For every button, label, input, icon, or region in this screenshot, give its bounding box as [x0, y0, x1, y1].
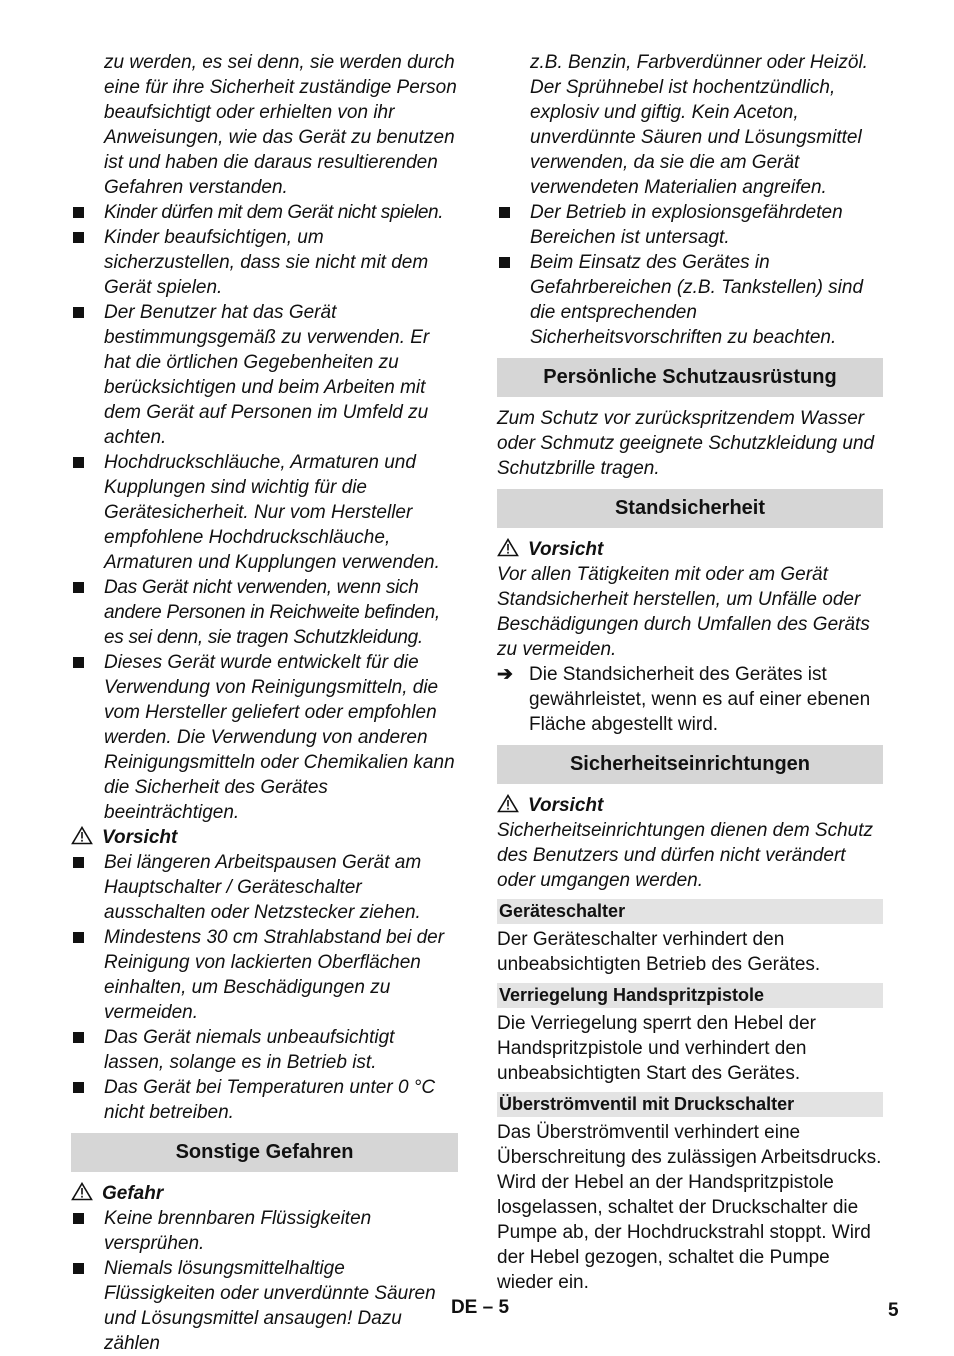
section-heading-sicherheitseinrichtungen: Sicherheitseinrichtungen	[497, 745, 883, 784]
list-item: Der Betrieb in explosionsgefährdeten Bereichen ist untersagt.	[497, 200, 883, 250]
list-item: Das Gerät niemals unbeaufsichtigt lassen, solange es in Betrieb ist.	[71, 1025, 458, 1075]
danger-label: Gefahr	[102, 1183, 164, 1204]
subheading-ueberstroemventil: Überströmventil mit Druckschalter	[497, 1092, 883, 1117]
warning-label: Vorsicht	[528, 795, 604, 816]
arrow-right-icon: ➔	[497, 664, 513, 685]
section-text: Sicherheitseinrichtungen dienen dem Schutz des Benutzers und dürfen nicht verändert oder umgangen werden.	[497, 820, 874, 891]
section-heading-schutzausruestung: Persönliche Schutzausrüstung	[497, 358, 883, 397]
list-item: Kinder beaufsichtigen, um sicherzustellen, dass sie nicht mit dem Gerät spielen.	[71, 225, 458, 300]
section-heading-sonstige-gefahren: Sonstige Gefahren	[71, 1133, 458, 1172]
arrow-list-item	[497, 662, 883, 737]
warning-heading	[71, 825, 458, 850]
subsection-text: Der Geräteschalter verhindert den unbeabsichtigten Betrieb des Gerätes.	[497, 929, 821, 975]
list-item: Dieses Gerät wurde entwickelt für die Verwendung von Reinigungsmitteln, die vom Hersteller geliefert oder empfohlen werden. Die Verwendung von anderen Reinigungsmitteln oder Chemikalien kann die Sicherheit des Gerätes beeinträchtigen.	[71, 650, 458, 825]
warning-heading	[497, 793, 883, 818]
page-number: 5	[888, 1300, 899, 1321]
list-item: Niemals lösungsmittelhaltige Flüssigkeiten oder unverdünnte Säuren und Lösungsmittel ansaugen! Dazu zählen	[71, 1256, 458, 1356]
section-text: Vor allen Tätigkeiten mit oder am Gerät Standsicherheit herstellen, um Unfälle oder Beschädigungen durch Umfallen des Geräts zu vermeiden.	[497, 564, 870, 660]
footer-label: DE – 5	[450, 1297, 510, 1318]
subsection-text: Das Überströmventil verhindert eine Überschreitung des zulässigen Arbeitsdrucks. Wird der Hebel an der Handspritzpistole losgelassen, schaltet der Druckschalter die Pumpe ab, der Hochdruckstrahl stoppt. Wird der Hebel gezogen, schaltet die Pumpe wieder ein.	[497, 1122, 882, 1293]
list-item: Das Gerät nicht verwenden, wenn sich andere Personen in Reichweite befinden, es sei denn, sie tragen Schutzkleidung.	[71, 575, 458, 650]
subheading-verriegelung: Verriegelung Handspritzpistole	[497, 983, 883, 1008]
subheading-geraeteschalter: Geräteschalter	[497, 899, 883, 924]
page-footer	[0, 1297, 954, 1319]
arrow-item-text: Die Standsicherheit des Gerätes ist gewährleistet, wenn es auf einer ebenen Fläche abgestellt wird.	[529, 664, 871, 735]
list-item: Kinder dürfen mit dem Gerät nicht spielen.	[71, 200, 458, 225]
warning-triangle-icon	[497, 794, 519, 813]
list-item: Der Benutzer hat das Gerät bestimmungsgemäß zu verwenden. Er hat die örtlichen Gegebenheiten zu berücksichtigen und beim Arbeiten mit dem Gerät auf Personen im Umfeld zu achten.	[71, 300, 458, 450]
list-item: Hochdruckschläuche, Armaturen und Kupplungen sind wichtig für die Gerätesicherheit. Nur vom Hersteller empfohlene Hochdruckschläuche, Armaturen und Kupplungen verwenden.	[71, 450, 458, 575]
warning-heading	[497, 537, 883, 562]
warning-triangle-icon	[497, 538, 519, 557]
right-column	[497, 50, 883, 1295]
warning-triangle-icon	[71, 1182, 93, 1201]
list-item: Beim Einsatz des Gerätes in Gefahrbereichen (z.B. Tankstellen) sind die entsprechenden Sicherheitsvorschriften zu beachten.	[497, 250, 883, 350]
warning-label: Vorsicht	[102, 827, 178, 848]
list-item: Bei längeren Arbeitspausen Gerät am Hauptschalter / Geräteschalter ausschalten oder Netzstecker ziehen.	[71, 850, 458, 925]
list-item: Keine brennbaren Flüssigkeiten versprühen.	[71, 1206, 458, 1256]
warning-label: Vorsicht	[528, 539, 604, 560]
danger-heading	[71, 1181, 458, 1206]
continued-paragraph: z.B. Benzin, Farbverdünner oder Heizöl. Der Sprühnebel ist hochentzündlich, explosiv und giftig. Kein Aceton, unverdünnte Säuren und Lösungsmittel verwenden, da sie die am Gerät verwendeten Materialien angreifen.	[530, 52, 868, 198]
section-text: Zum Schutz vor zurückspritzendem Wasser oder Schmutz geeignete Schutzkleidung und Schutzbrille tragen.	[497, 408, 875, 479]
continued-paragraph: zu werden, es sei denn, sie werden durch eine für ihre Sicherheit zuständige Person beaufsichtigt oder erhielten von ihr Anweisungen, wie das Gerät zu benutzen ist und haben die daraus resultierenden Gefahren verstanden.	[104, 52, 457, 198]
list-item: Das Gerät bei Temperaturen unter 0 °C nicht betreiben.	[71, 1075, 458, 1125]
left-column	[71, 50, 458, 1356]
section-heading-standsicherheit: Standsicherheit	[497, 489, 883, 528]
list-item: Mindestens 30 cm Strahlabstand bei der Reinigung von lackierten Oberflächen einhalten, um Beschädigungen zu vermeiden.	[71, 925, 458, 1025]
subsection-text: Die Verriegelung sperrt den Hebel der Handspritzpistole und verhindert den unbeabsichtigten Start des Gerätes.	[497, 1013, 816, 1084]
warning-triangle-icon	[71, 826, 93, 845]
